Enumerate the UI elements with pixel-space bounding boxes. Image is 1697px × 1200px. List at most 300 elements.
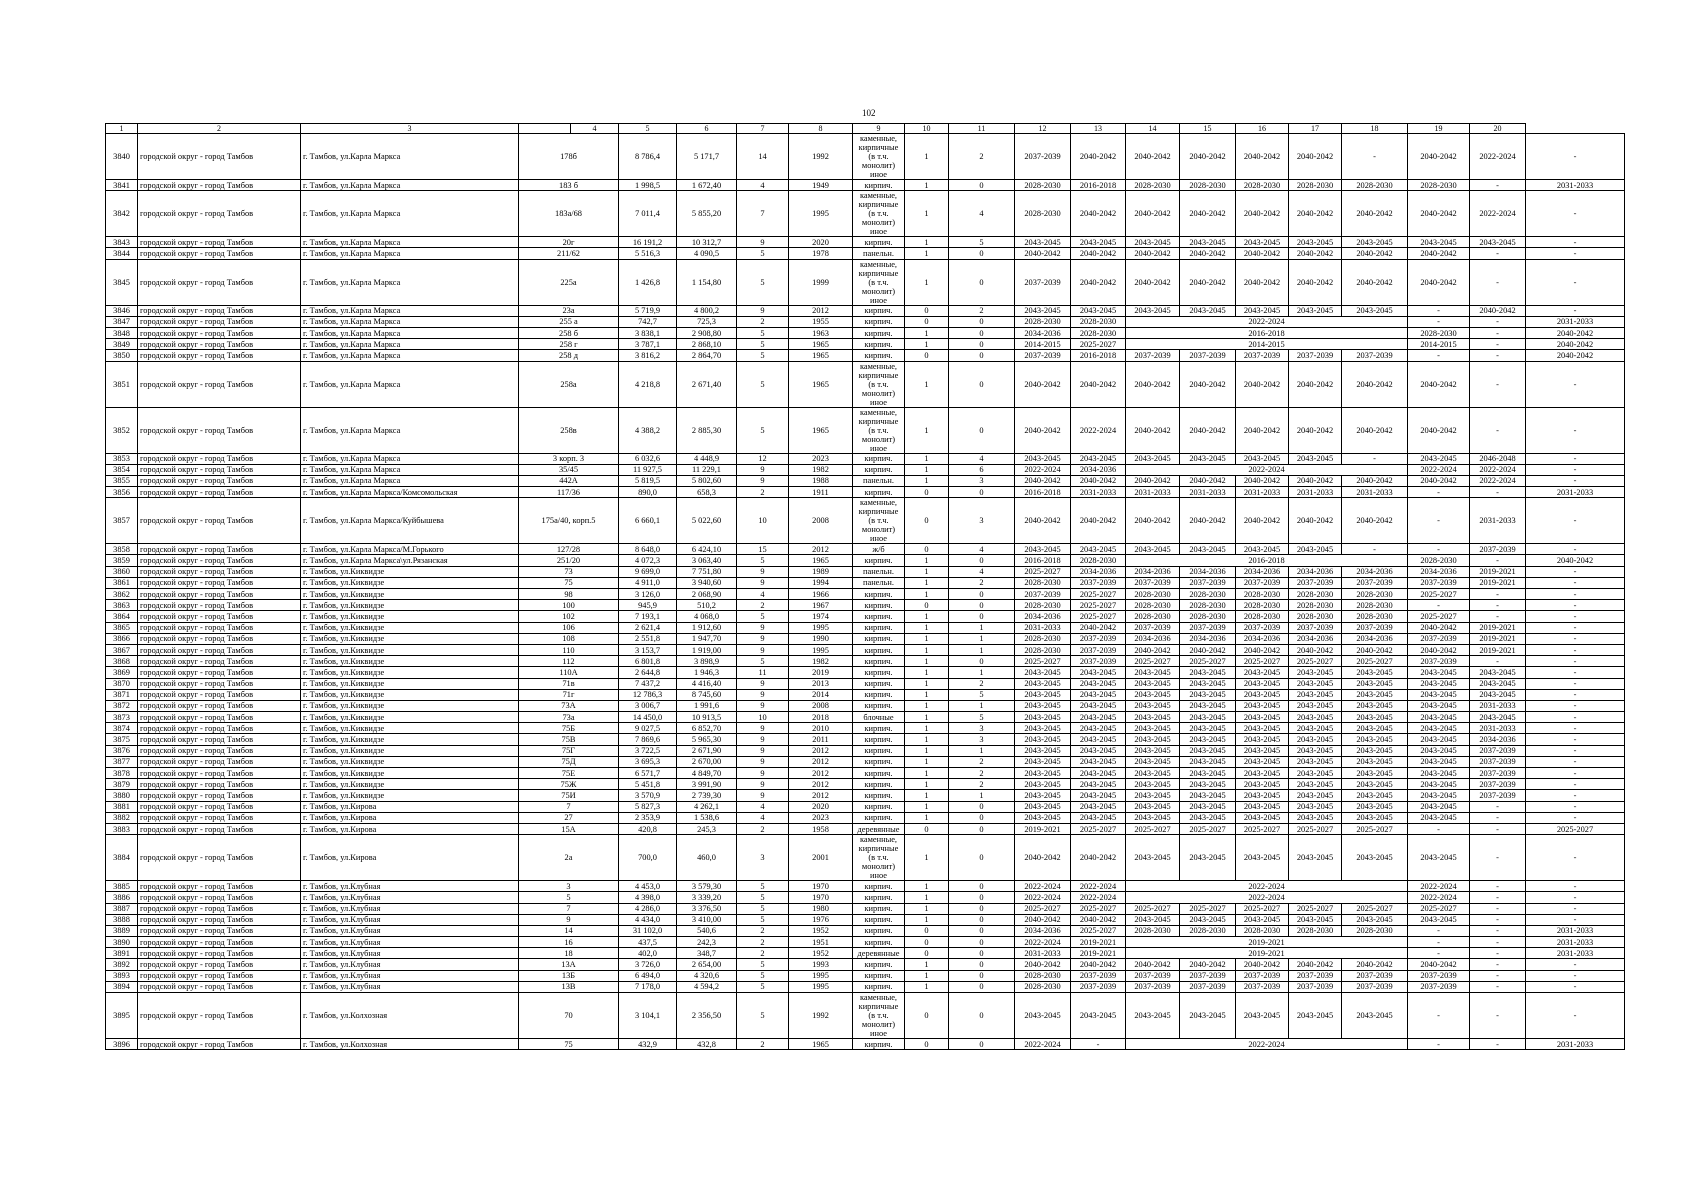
table-cell: 14 — [737, 134, 789, 180]
row-number: 3851 — [106, 361, 138, 407]
table-cell: 2040-2042 — [1408, 959, 1470, 970]
table-cell: 70 — [519, 993, 619, 1039]
table-cell: городской округ - город Тамбов — [138, 948, 301, 959]
table-cell: г. Тамбов, ул.Киквидзе — [301, 644, 519, 655]
table-cell: 2040-2042 — [1071, 622, 1126, 633]
table-cell: - — [1470, 589, 1526, 600]
table-cell: 2037-2039 — [1071, 656, 1126, 667]
table-cell: 2028-2030 — [1015, 981, 1071, 992]
table-cell: 225а — [519, 259, 619, 305]
table-cell: городской округ - город Тамбов — [138, 622, 301, 633]
table-cell: городской округ - город Тамбов — [138, 475, 301, 486]
table-cell: 2022-2024 — [1408, 881, 1470, 892]
table-cell: 2 356,50 — [677, 993, 737, 1039]
table-cell: 2031-2033 — [1526, 948, 1625, 959]
table-cell: 2043-2045 — [1408, 700, 1470, 711]
table-cell: 1 — [905, 259, 949, 305]
table-row — [106, 407, 1625, 453]
table-cell: 2043-2045 — [1289, 700, 1342, 711]
table-cell: 9 — [737, 237, 789, 248]
table-cell: 1 — [905, 611, 949, 622]
table-cell: 1952 — [789, 948, 853, 959]
table-cell: 2043-2045 — [1470, 712, 1526, 723]
table-cell: 2040-2042 — [1180, 498, 1236, 544]
table-cell: городской округ - город Тамбов — [138, 327, 301, 338]
row-number: 3860 — [106, 566, 138, 577]
table-cell: 73а — [519, 712, 619, 723]
table-cell: 2037-2039 — [1180, 577, 1236, 588]
table-cell: г. Тамбов, ул.Карла Маркса — [301, 180, 519, 191]
table-cell: 510,2 — [677, 600, 737, 611]
table-cell: 2031-2033 — [1236, 487, 1289, 498]
table-cell: 1970 — [789, 892, 853, 903]
table-cell: 11 — [737, 667, 789, 678]
table-cell: 2040-2042 — [1342, 475, 1408, 486]
table-cell: городской округ - город Тамбов — [138, 768, 301, 779]
table-cell: 2022-2024 — [1126, 892, 1408, 903]
table-row — [106, 937, 1625, 948]
table-cell: 2040-2042 — [1236, 248, 1289, 259]
table-cell: 2040-2042 — [1015, 361, 1071, 407]
row-number: 3882 — [106, 812, 138, 823]
row-number: 3856 — [106, 487, 138, 498]
table-cell: 2043-2045 — [1236, 723, 1289, 734]
table-cell: 2 — [737, 948, 789, 959]
table-cell: 2040-2042 — [1289, 644, 1342, 655]
table-cell: 1994 — [789, 577, 853, 588]
table-row — [106, 611, 1625, 622]
table-cell: г. Тамбов, ул.Клубная — [301, 937, 519, 948]
table-row — [106, 712, 1625, 723]
table-cell: 2043-2045 — [1236, 689, 1289, 700]
table-cell: 2043-2045 — [1180, 790, 1236, 801]
table-cell: 6 032,6 — [619, 453, 677, 464]
table-cell: 1993 — [789, 959, 853, 970]
table-cell: 2 — [949, 779, 1015, 790]
table-cell: 2043-2045 — [1015, 712, 1071, 723]
table-cell: городской округ - город Тамбов — [138, 487, 301, 498]
table-cell: 6 852,70 — [677, 723, 737, 734]
table-cell: 1995 — [789, 644, 853, 655]
table-row — [106, 903, 1625, 914]
table-cell: 2008 — [789, 700, 853, 711]
table-cell: 9 — [737, 734, 789, 745]
table-cell: 1 154,80 — [677, 259, 737, 305]
table-cell: г. Тамбов, ул.Карла Маркса — [301, 191, 519, 237]
table-cell: 2034-2036 — [1015, 327, 1071, 338]
table-row — [106, 689, 1625, 700]
table-cell: 1995 — [789, 981, 853, 992]
table-cell: 5 171,7 — [677, 134, 737, 180]
table-cell: 5 451,8 — [619, 779, 677, 790]
table-cell: 2022-2024 — [1470, 134, 1526, 180]
table-cell: 2040-2042 — [1236, 407, 1289, 453]
table-cell: 10 312,7 — [677, 237, 737, 248]
table-cell: - — [1470, 970, 1526, 981]
table-cell: г. Тамбов, ул.Кирова — [301, 835, 519, 881]
column-header: 11 — [949, 124, 1015, 134]
table-cell: 258 г — [519, 339, 619, 350]
table-cell: 2025-2027 — [1126, 656, 1180, 667]
table-cell: - — [1470, 180, 1526, 191]
table-cell: городской округ - город Тамбов — [138, 981, 301, 992]
table-cell: 5 — [737, 350, 789, 361]
table-cell: 2043-2045 — [1342, 745, 1408, 756]
table-cell: 2025-2027 — [1071, 903, 1126, 914]
table-cell: городской округ - город Тамбов — [138, 678, 301, 689]
table-cell: городской округ - город Тамбов — [138, 237, 301, 248]
table-cell: 2025-2027 — [1289, 656, 1342, 667]
table-cell: 14 450,0 — [619, 712, 677, 723]
table-cell: 1966 — [789, 589, 853, 600]
table-cell: 2043-2045 — [1236, 544, 1289, 555]
table-cell: 183 б — [519, 180, 619, 191]
table-cell: кирпич. — [853, 790, 905, 801]
table-row — [106, 790, 1625, 801]
table-cell: 73 — [519, 566, 619, 577]
table-cell: 3 838,1 — [619, 327, 677, 338]
table-cell: 10 913,5 — [677, 712, 737, 723]
table-cell: г. Тамбов, ул.Киквидзе — [301, 633, 519, 644]
table-cell: 2043-2045 — [1071, 712, 1126, 723]
table-cell: 2043-2045 — [1236, 237, 1289, 248]
table-cell: 2019-2021 — [1126, 948, 1408, 959]
table-cell: 2012 — [789, 305, 853, 316]
table-cell: 1976 — [789, 914, 853, 925]
table-cell: 3 570,9 — [619, 790, 677, 801]
table-cell: 2040-2042 — [1126, 191, 1180, 237]
table-cell: кирпич. — [853, 555, 905, 566]
table-cell: - — [1526, 745, 1625, 756]
table-cell: 2019-2021 — [1071, 948, 1126, 959]
row-number: 3884 — [106, 835, 138, 881]
table-cell: 2 — [737, 487, 789, 498]
table-cell: 73А — [519, 700, 619, 711]
table-cell: 183а/68 — [519, 191, 619, 237]
table-cell: 5 — [737, 881, 789, 892]
table-cell: 2043-2045 — [1236, 790, 1289, 801]
table-cell: 2028-2030 — [1126, 180, 1180, 191]
table-cell: 2031-2033 — [1126, 487, 1180, 498]
table-cell: 2037-2039 — [1015, 350, 1071, 361]
table-cell: 75Е — [519, 768, 619, 779]
table-cell: 2043-2045 — [1015, 779, 1071, 790]
table-cell: городской округ - город Тамбов — [138, 544, 301, 555]
row-number: 3894 — [106, 981, 138, 992]
table-cell: 2037-2039 — [1470, 790, 1526, 801]
table-cell: 0 — [905, 925, 949, 936]
table-cell: 1 — [905, 981, 949, 992]
row-number: 3840 — [106, 134, 138, 180]
table-cell: 1 — [905, 678, 949, 689]
table-cell: 2043-2045 — [1126, 790, 1180, 801]
table-cell: 2034-2036 — [1236, 633, 1289, 644]
table-cell: 2 — [949, 305, 1015, 316]
table-cell: 2040-2042 — [1126, 134, 1180, 180]
housing-table — [105, 123, 1625, 1050]
row-number: 3854 — [106, 464, 138, 475]
table-cell: 2043-2045 — [1236, 835, 1289, 881]
table-cell: 2 — [949, 134, 1015, 180]
table-cell: 2034-2036 — [1071, 464, 1126, 475]
table-cell: 1 — [949, 745, 1015, 756]
table-cell: - — [1526, 305, 1625, 316]
table-cell: - — [1408, 487, 1470, 498]
table-cell: 2028-2030 — [1289, 589, 1342, 600]
table-cell: 725,3 — [677, 316, 737, 327]
table-cell: 2043-2045 — [1408, 768, 1470, 779]
column-header: 4 — [571, 124, 619, 134]
table-cell: 2025-2027 — [1236, 823, 1289, 834]
table-row — [106, 734, 1625, 745]
table-cell: 2043-2045 — [1236, 756, 1289, 767]
table-cell: - — [1470, 259, 1526, 305]
table-cell: 0 — [949, 823, 1015, 834]
table-cell: 2025-2027 — [1408, 611, 1470, 622]
table-cell: 8 648,0 — [619, 544, 677, 555]
table-cell: 75Д — [519, 756, 619, 767]
table-cell: 432,8 — [677, 1039, 737, 1050]
table-cell: кирпич. — [853, 589, 905, 600]
table-cell: 1 919,00 — [677, 644, 737, 655]
table-cell: 0 — [949, 259, 1015, 305]
table-cell: 75Ж — [519, 779, 619, 790]
table-cell: 2028-2030 — [1071, 316, 1126, 327]
table-cell: 2013 — [789, 678, 853, 689]
table-cell: 2040-2042 — [1236, 191, 1289, 237]
row-number: 3891 — [106, 948, 138, 959]
table-cell: каменные, кирпичные (в т.ч. монолит) иное — [853, 835, 905, 881]
table-cell: - — [1526, 475, 1625, 486]
row-number: 3867 — [106, 644, 138, 655]
table-cell: 0 — [949, 327, 1015, 338]
table-cell: - — [1526, 756, 1625, 767]
table-cell: 2037-2039 — [1071, 970, 1126, 981]
row-number: 3846 — [106, 305, 138, 316]
table-cell: 9 — [737, 678, 789, 689]
table-cell: - — [1470, 611, 1526, 622]
table-cell: 437,5 — [619, 937, 677, 948]
table-cell: кирпич. — [853, 734, 905, 745]
table-cell: 0 — [949, 361, 1015, 407]
table-cell: 6 494,0 — [619, 970, 677, 981]
table-cell: г. Тамбов, ул.Киквидзе — [301, 656, 519, 667]
table-cell: 2043-2045 — [1289, 835, 1342, 881]
table-cell: 2028-2030 — [1015, 644, 1071, 655]
table-cell: 2040-2042 — [1071, 259, 1126, 305]
table-cell: 2043-2045 — [1342, 305, 1408, 316]
table-row — [106, 600, 1625, 611]
table-cell: 2028-2030 — [1408, 180, 1470, 191]
table-cell: 0 — [905, 1039, 949, 1050]
table-cell: кирпич. — [853, 756, 905, 767]
table-cell: ж/б — [853, 544, 905, 555]
table-cell: - — [1526, 248, 1625, 259]
row-number: 3859 — [106, 555, 138, 566]
table-cell: городской округ - город Тамбов — [138, 903, 301, 914]
table-cell: 2040-2042 — [1071, 498, 1126, 544]
table-cell: 5 827,3 — [619, 801, 677, 812]
table-cell: 2043-2045 — [1408, 756, 1470, 767]
table-cell: 2043-2045 — [1015, 453, 1071, 464]
table-cell: г. Тамбов, ул.Клубная — [301, 981, 519, 992]
table-cell: - — [1526, 498, 1625, 544]
table-cell: кирпич. — [853, 327, 905, 338]
table-cell: 5 — [737, 892, 789, 903]
table-cell: 2043-2045 — [1071, 723, 1126, 734]
table-cell: 2028-2030 — [1236, 925, 1289, 936]
table-cell: блочные — [853, 712, 905, 723]
table-cell: 3 корп. 3 — [519, 453, 619, 464]
table-row — [106, 361, 1625, 407]
table-cell: - — [1526, 914, 1625, 925]
table-cell: 2043-2045 — [1236, 305, 1289, 316]
table-cell: 1995 — [789, 970, 853, 981]
table-cell: 2037-2039 — [1342, 350, 1408, 361]
table-cell: 2043-2045 — [1015, 305, 1071, 316]
table-cell: 106 — [519, 622, 619, 633]
table-cell: 11 927,5 — [619, 464, 677, 475]
table-cell: 2025-2027 — [1180, 903, 1236, 914]
table-cell: 2040-2042 — [1289, 498, 1342, 544]
table-cell: 2043-2045 — [1236, 745, 1289, 756]
table-cell: 18 — [519, 948, 619, 959]
table-cell: 2019-2021 — [1126, 937, 1408, 948]
table-cell: - — [1470, 600, 1526, 611]
table-cell: 2043-2045 — [1180, 667, 1236, 678]
table-cell: городской округ - город Тамбов — [138, 555, 301, 566]
table-cell: 2028-2030 — [1015, 970, 1071, 981]
table-cell: - — [1526, 993, 1625, 1039]
table-cell: - — [1526, 903, 1625, 914]
table-cell: деревянные — [853, 823, 905, 834]
table-cell: г. Тамбов, ул.Карла Маркса — [301, 453, 519, 464]
table-cell: 2028-2030 — [1289, 600, 1342, 611]
table-cell: 1 — [905, 970, 949, 981]
table-cell: г. Тамбов, ул.Карла Маркса — [301, 237, 519, 248]
table-cell: городской округ - город Тамбов — [138, 589, 301, 600]
table-cell: 2043-2045 — [1071, 993, 1126, 1039]
table-cell: 5 — [737, 407, 789, 453]
table-cell: 2025-2027 — [1071, 589, 1126, 600]
table-cell: 1 912,60 — [677, 622, 737, 633]
table-cell: г. Тамбов, ул.Киквидзе — [301, 678, 519, 689]
row-number: 3855 — [106, 475, 138, 486]
table-cell: - — [1526, 600, 1625, 611]
table-cell: 2012 — [789, 790, 853, 801]
table-cell: 2037-2039 — [1342, 577, 1408, 588]
table-cell: 1 — [905, 180, 949, 191]
table-cell: 945,9 — [619, 600, 677, 611]
table-row — [106, 678, 1625, 689]
table-cell: 2043-2045 — [1408, 667, 1470, 678]
table-cell: городской округ - город Тамбов — [138, 835, 301, 881]
table-cell: 2040-2042 — [1015, 248, 1071, 259]
table-cell: 2043-2045 — [1126, 779, 1180, 790]
table-cell: 2043-2045 — [1289, 678, 1342, 689]
table-cell: 2040-2042 — [1342, 248, 1408, 259]
table-cell: 2043-2045 — [1408, 453, 1470, 464]
table-cell: 2040-2042 — [1071, 248, 1126, 259]
table-row — [106, 768, 1625, 779]
table-cell: - — [1526, 959, 1625, 970]
row-number: 3862 — [106, 589, 138, 600]
table-cell: 2037-2039 — [1015, 589, 1071, 600]
column-header: 6 — [677, 124, 737, 134]
table-cell: - — [1408, 937, 1470, 948]
table-cell: каменные, кирпичные (в т.ч. монолит) иное — [853, 259, 905, 305]
table-cell: 245,3 — [677, 823, 737, 834]
table-cell: 2040-2042 — [1236, 475, 1289, 486]
table-cell: 1 — [905, 756, 949, 767]
table-cell: 2043-2045 — [1180, 812, 1236, 823]
table-cell: 2040-2042 — [1408, 259, 1470, 305]
table-cell: 1 946,3 — [677, 667, 737, 678]
table-cell: 2037-2039 — [1126, 350, 1180, 361]
table-cell: кирпич. — [853, 925, 905, 936]
row-number: 3876 — [106, 745, 138, 756]
table-cell: 242,3 — [677, 937, 737, 948]
table-cell: 2034-2036 — [1180, 566, 1236, 577]
table-cell: городской округ - город Тамбов — [138, 350, 301, 361]
table-cell: 2022-2024 — [1126, 881, 1408, 892]
table-cell: 2037-2039 — [1470, 544, 1526, 555]
table-cell: 1970 — [789, 881, 853, 892]
table-cell: 3 726,0 — [619, 959, 677, 970]
table-cell: г. Тамбов, ул.Киквидзе — [301, 768, 519, 779]
table-cell: кирпич. — [853, 937, 905, 948]
table-cell: 2043-2045 — [1126, 745, 1180, 756]
table-cell: - — [1071, 1039, 1126, 1050]
table-cell: 1 — [905, 959, 949, 970]
table-cell: 4 068,0 — [677, 611, 737, 622]
table-cell: 13Б — [519, 970, 619, 981]
table-cell: 2043-2045 — [1342, 667, 1408, 678]
table-cell: - — [1526, 656, 1625, 667]
table-cell: городской округ - город Тамбов — [138, 566, 301, 577]
table-cell: 0 — [949, 812, 1015, 823]
row-number: 3890 — [106, 937, 138, 948]
table-cell: 2043-2045 — [1236, 678, 1289, 689]
table-row — [106, 191, 1625, 237]
table-cell: 1982 — [789, 656, 853, 667]
table-cell: 2028-2030 — [1342, 600, 1408, 611]
table-cell: 2023 — [789, 453, 853, 464]
table-cell: 2040-2042 — [1526, 339, 1625, 350]
table-cell: 110 — [519, 644, 619, 655]
table-cell: 1 — [905, 723, 949, 734]
table-cell: кирпич. — [853, 339, 905, 350]
table-row — [106, 577, 1625, 588]
table-cell: 5 — [737, 959, 789, 970]
table-cell: - — [1342, 453, 1408, 464]
table-cell: 3 063,40 — [677, 555, 737, 566]
table-cell: 2040-2042 — [1342, 498, 1408, 544]
table-cell: 2 670,00 — [677, 756, 737, 767]
table-cell: 3 410,00 — [677, 914, 737, 925]
table-cell: 1 — [905, 712, 949, 723]
table-cell: 2011 — [789, 734, 853, 745]
table-cell: 2043-2045 — [1236, 801, 1289, 812]
table-cell: - — [1526, 835, 1625, 881]
table-cell: 2028-2030 — [1408, 327, 1470, 338]
row-number: 3870 — [106, 678, 138, 689]
table-cell: 2040-2042 — [1126, 644, 1180, 655]
table-cell: 2028-2030 — [1180, 600, 1236, 611]
table-cell: 13В — [519, 981, 619, 992]
table-cell: городской округ - город Тамбов — [138, 812, 301, 823]
table-cell: 2028-2030 — [1342, 180, 1408, 191]
